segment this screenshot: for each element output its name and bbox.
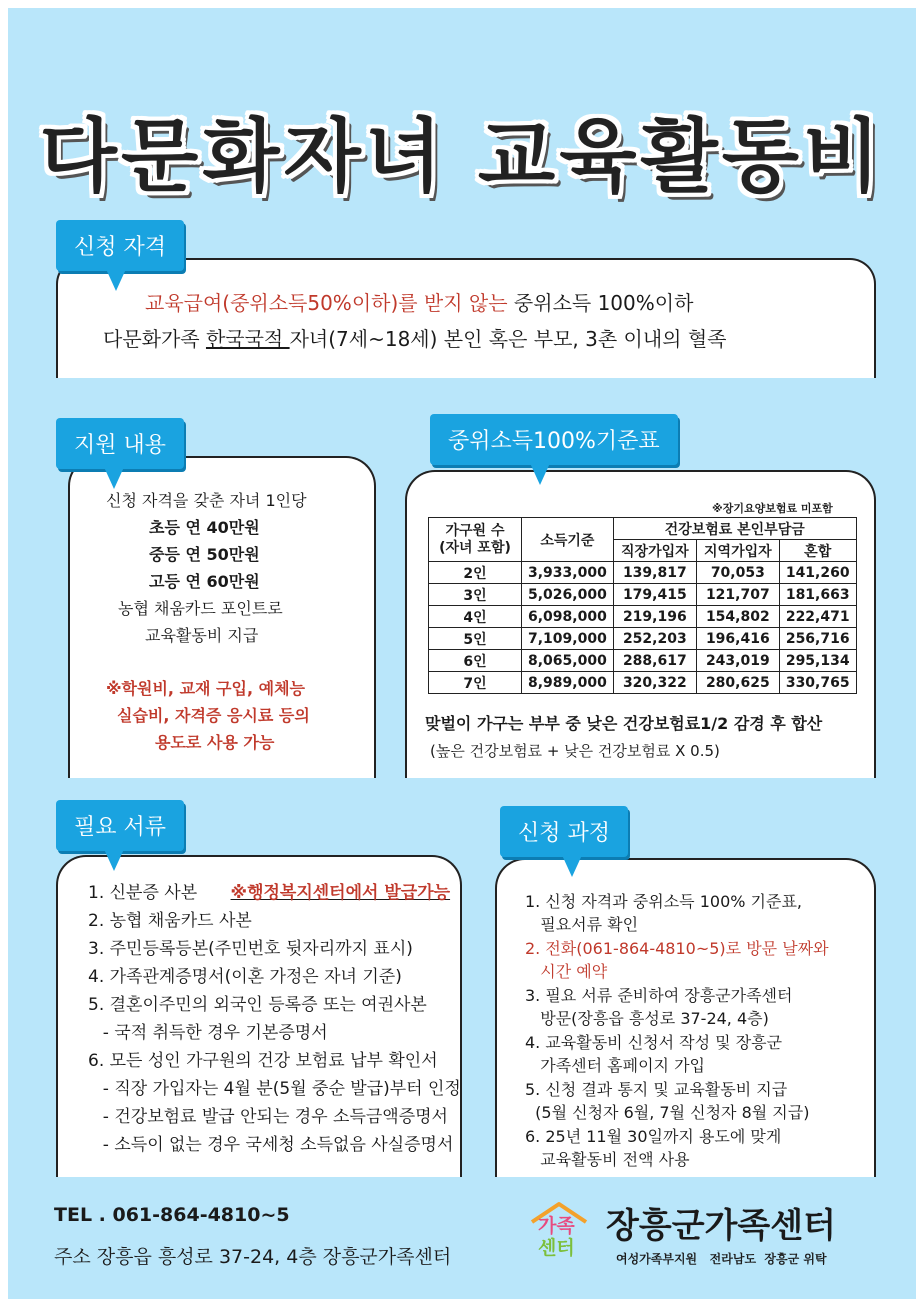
table-row — [429, 606, 857, 628]
income-foot-2: (높은 건강보험료 + 낮은 건강보험료 X 0.5) — [430, 742, 720, 760]
list-item: - 직장 가입자는 4월 분(5월 중순 발급)부터 인정 — [92, 1079, 461, 1099]
support-tag-label: 지원 내용 — [74, 433, 167, 458]
list-item: 6. 25년 11월 30일까지 용도에 맞게 — [525, 1127, 782, 1146]
cell-regional: 243,019 — [696, 650, 779, 672]
cell-mixed: 222,471 — [779, 606, 856, 628]
support-tag — [56, 418, 184, 469]
eligibility-box — [56, 258, 876, 378]
income-tag-label: 중위소득100%기준표 — [448, 429, 660, 454]
documents-tag-label: 필요 서류 — [74, 815, 167, 840]
cell-workplace: 252,203 — [613, 628, 696, 650]
cell-household: 7인 — [429, 672, 522, 694]
document-item: 1. 신분증 사본 — [88, 883, 198, 903]
list-item: 2. 농협 채움카드 사본 — [88, 911, 252, 931]
eligibility-line1-rest: 중위소득 100%이하 — [507, 291, 694, 315]
list-item: 4. 가족관계증명서(이혼 가정은 자녀 기준) — [88, 967, 402, 987]
cell-regional: 70,053 — [696, 562, 779, 584]
list-item: 1. 신청 자격과 중위소득 100% 기준표, — [525, 892, 802, 911]
process-tag — [500, 806, 628, 857]
eligibility-nationality: 한국국적 — [205, 327, 290, 351]
income-tag — [430, 414, 678, 465]
income-note: ※장기요양보험료 미포함 — [712, 502, 833, 515]
list-item: - 소득이 없는 경우 국세청 소득없음 사실증명서 — [92, 1135, 454, 1155]
header-household-sub: (자녀 포함) — [439, 539, 511, 556]
list-item: 방문(장흥읍 흥성로 37-24, 4층) — [525, 1009, 769, 1028]
eligibility-tag-label: 신청 자격 — [74, 235, 167, 260]
cell-regional: 196,416 — [696, 628, 779, 650]
cell-income: 3,933,000 — [522, 562, 614, 584]
documents-box — [56, 855, 462, 1177]
eligibility-line2-pre: 다문화가족 — [103, 327, 206, 351]
list-item: 3. 주민등록등본(주민번호 뒷자리까지 표시) — [88, 939, 413, 959]
list-item: 4. 교육활동비 신청서 작성 및 장흥군 — [525, 1033, 783, 1052]
document-note-text: ※행정복지센터에서 발급가능 — [230, 883, 451, 903]
cell-income: 8,065,000 — [522, 650, 614, 672]
tag-tail-icon — [562, 855, 582, 877]
table-row — [429, 672, 857, 694]
table-row — [429, 650, 857, 672]
list-item: (5월 신청자 6월, 7월 신청자 8월 지급) — [525, 1103, 810, 1122]
cell-regional: 280,625 — [696, 672, 779, 694]
cell-mixed: 181,663 — [779, 584, 856, 606]
logo-text-2: 센터 — [538, 1237, 575, 1259]
eligibility-tag — [56, 220, 184, 271]
list-item: 5. 신청 결과 통지 및 교육활동비 지급 — [525, 1080, 788, 1099]
cell-workplace: 219,196 — [613, 606, 696, 628]
cell-household: 3인 — [429, 584, 522, 606]
support-line: 초등 연 40만원 — [149, 518, 260, 537]
list-item: - 국적 취득한 경우 기본증명서 — [92, 1023, 328, 1043]
list-item: 필요서류 확인 — [525, 915, 639, 934]
list-item: 교육활동비 전액 사용 — [525, 1150, 690, 1169]
cell-regional: 154,802 — [696, 606, 779, 628]
eligibility-line2-post: 자녀(7세~18세) 본인 혹은 부모, 3촌 이내의 혈족 — [289, 327, 727, 351]
support-line: 교육활동비 지급 — [145, 626, 259, 645]
header-household-label: 가구원 수 — [445, 522, 505, 539]
tag-tail-icon — [104, 849, 124, 871]
center-logo — [528, 1200, 590, 1262]
table-row — [429, 584, 857, 606]
process-tag-label: 신청 과정 — [518, 821, 611, 846]
cell-household: 2인 — [429, 562, 522, 584]
cell-regional: 121,707 — [696, 584, 779, 606]
list-item — [88, 878, 450, 903]
list-item: 2. 전화(061-864-4810~5)로 방문 날짜와 — [525, 939, 829, 958]
cell-mixed: 330,765 — [779, 672, 856, 694]
documents-tag — [56, 800, 184, 851]
support-line: 중등 연 50만원 — [149, 545, 260, 564]
support-line: 신청 자격을 갖춘 자녀 1인당 — [106, 491, 307, 510]
header-mixed: 혼합 — [779, 540, 856, 562]
footer-tel: TEL . 061-864-4810~5 — [54, 1204, 290, 1226]
eligibility-highlight: 교육급여(중위소득50%이하)를 받지 않는 — [145, 291, 508, 315]
cell-mixed: 295,134 — [779, 650, 856, 672]
cell-workplace: 179,415 — [613, 584, 696, 606]
income-foot-1: 맞벌이 가구는 부부 중 낮은 건강보험료1/2 감경 후 합산 — [425, 714, 823, 733]
eligibility-line-1 — [145, 287, 693, 316]
table-row — [429, 628, 857, 650]
cell-household: 5인 — [429, 628, 522, 650]
table-row — [429, 562, 857, 584]
header-income: 소득기준 — [522, 518, 614, 562]
center-sub: 여성가족부지원 전라남도 장흥군 위탁 — [616, 1252, 827, 1266]
income-table — [428, 517, 857, 694]
list-item: 5. 결혼이주민의 외국인 등록증 또는 여권사본 — [88, 995, 427, 1015]
support-line: 고등 연 60만원 — [149, 572, 260, 591]
support-note: 실습비, 자격증 응시료 등의 — [117, 706, 310, 725]
cell-household: 6인 — [429, 650, 522, 672]
list-item: 6. 모든 성인 가구원의 건강 보험료 납부 확인서 — [88, 1051, 438, 1071]
tag-tail-icon — [104, 467, 124, 489]
support-line: 농협 채움카드 포인트로 — [118, 599, 283, 618]
list-item: 3. 필요 서류 준비하여 장흥군가족센터 — [525, 986, 793, 1005]
cell-workplace: 320,322 — [613, 672, 696, 694]
cell-mixed: 141,260 — [779, 562, 856, 584]
header-household — [429, 518, 522, 562]
tag-tail-icon — [106, 269, 126, 291]
header-insurance: 건강보험료 본인부담금 — [613, 518, 856, 540]
cell-workplace: 139,817 — [613, 562, 696, 584]
cell-income: 6,098,000 — [522, 606, 614, 628]
eligibility-line-2 — [103, 323, 727, 352]
cell-income: 7,109,000 — [522, 628, 614, 650]
center-name: 장흥군가족센터 — [606, 1206, 836, 1246]
footer-address: 주소 장흥읍 흥성로 37-24, 4층 장흥군가족센터 — [54, 1246, 452, 1268]
document-note — [231, 883, 451, 903]
cell-mixed: 256,716 — [779, 628, 856, 650]
support-note: 용도로 사용 가능 — [155, 733, 275, 752]
logo-text-1: 가족 — [538, 1215, 575, 1237]
support-note: ※학원비, 교재 구입, 예체능 — [106, 679, 305, 698]
page-title: 다문화자녀 교육활동비 — [39, 110, 885, 203]
header-workplace: 직장가입자 — [613, 540, 696, 562]
cell-income: 8,989,000 — [522, 672, 614, 694]
list-item: - 건강보험료 발급 안되는 경우 소득금액증명서 — [92, 1107, 448, 1127]
list-item: 가족센터 홈페이지 가입 — [525, 1056, 705, 1075]
tag-tail-icon — [530, 463, 550, 485]
cell-household: 4인 — [429, 606, 522, 628]
cell-income: 5,026,000 — [522, 584, 614, 606]
header-regional: 지역가입자 — [696, 540, 779, 562]
list-item: 시간 예약 — [525, 962, 608, 981]
cell-workplace: 288,617 — [613, 650, 696, 672]
